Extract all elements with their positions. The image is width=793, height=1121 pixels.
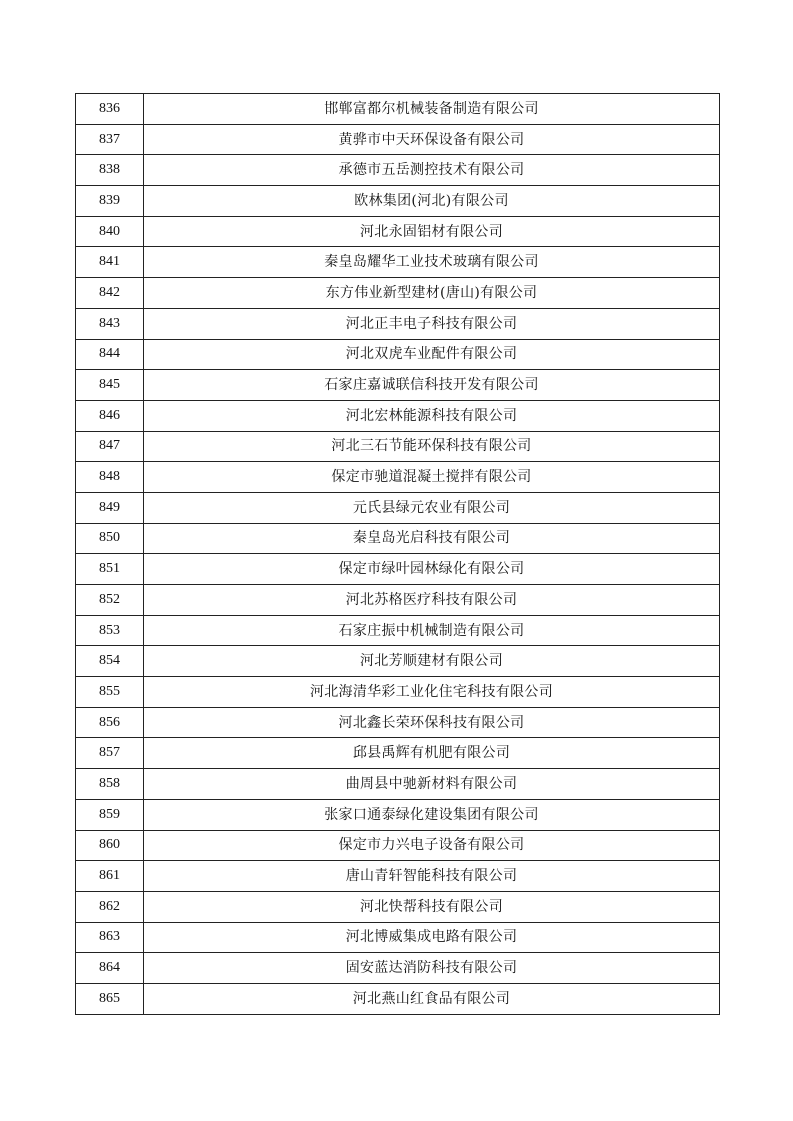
table-row <box>76 124 720 155</box>
company-name: 河北快帮科技有限公司 <box>144 891 720 922</box>
row-number: 840 <box>76 216 144 247</box>
table-row <box>76 891 720 922</box>
table-row <box>76 94 720 125</box>
company-name: 石家庄嘉诚联信科技开发有限公司 <box>144 370 720 401</box>
row-number: 856 <box>76 707 144 738</box>
table-row <box>76 646 720 677</box>
row-number: 841 <box>76 247 144 278</box>
row-number: 860 <box>76 830 144 861</box>
table-row <box>76 861 720 892</box>
table-row <box>76 308 720 339</box>
table-row <box>76 953 720 984</box>
row-number: 855 <box>76 677 144 708</box>
company-name: 河北燕山红食品有限公司 <box>144 983 720 1014</box>
row-number: 839 <box>76 186 144 217</box>
row-number: 846 <box>76 400 144 431</box>
row-number: 848 <box>76 462 144 493</box>
company-name: 保定市绿叶园林绿化有限公司 <box>144 554 720 585</box>
company-name: 邱县禹辉有机肥有限公司 <box>144 738 720 769</box>
company-name: 河北鑫长荣环保科技有限公司 <box>144 707 720 738</box>
company-name: 河北正丰电子科技有限公司 <box>144 308 720 339</box>
row-number: 852 <box>76 585 144 616</box>
company-name: 河北永固铝材有限公司 <box>144 216 720 247</box>
company-name: 河北宏林能源科技有限公司 <box>144 400 720 431</box>
company-name: 东方伟业新型建材(唐山)有限公司 <box>144 278 720 309</box>
table-row <box>76 216 720 247</box>
company-name: 固安蓝达消防科技有限公司 <box>144 953 720 984</box>
company-name: 元氏县绿元农业有限公司 <box>144 492 720 523</box>
company-name: 秦皇岛耀华工业技术玻璃有限公司 <box>144 247 720 278</box>
table-row <box>76 799 720 830</box>
company-name: 承德市五岳测控技术有限公司 <box>144 155 720 186</box>
table-row <box>76 400 720 431</box>
table-row <box>76 431 720 462</box>
table-row <box>76 554 720 585</box>
table-row <box>76 830 720 861</box>
table-row <box>76 738 720 769</box>
table-row <box>76 155 720 186</box>
table-row <box>76 186 720 217</box>
table-row <box>76 769 720 800</box>
company-name: 欧林集团(河北)有限公司 <box>144 186 720 217</box>
row-number: 853 <box>76 615 144 646</box>
company-name: 河北海清华彩工业化住宅科技有限公司 <box>144 677 720 708</box>
row-number: 861 <box>76 861 144 892</box>
company-name: 黄骅市中天环保设备有限公司 <box>144 124 720 155</box>
table-row <box>76 585 720 616</box>
table-row <box>76 983 720 1014</box>
table-row <box>76 339 720 370</box>
table-row <box>76 677 720 708</box>
company-list-body <box>76 94 720 1015</box>
company-name: 邯郸富都尔机械装备制造有限公司 <box>144 94 720 125</box>
row-number: 854 <box>76 646 144 677</box>
company-name: 保定市驰道混凝土搅拌有限公司 <box>144 462 720 493</box>
company-name: 秦皇岛光启科技有限公司 <box>144 523 720 554</box>
row-number: 858 <box>76 769 144 800</box>
row-number: 851 <box>76 554 144 585</box>
row-number: 838 <box>76 155 144 186</box>
row-number: 837 <box>76 124 144 155</box>
row-number: 862 <box>76 891 144 922</box>
row-number: 864 <box>76 953 144 984</box>
row-number: 850 <box>76 523 144 554</box>
row-number: 836 <box>76 94 144 125</box>
company-name: 河北三石节能环保科技有限公司 <box>144 431 720 462</box>
table-row <box>76 462 720 493</box>
row-number: 849 <box>76 492 144 523</box>
table-row <box>76 278 720 309</box>
table-row <box>76 615 720 646</box>
company-name: 唐山青轩智能科技有限公司 <box>144 861 720 892</box>
row-number: 843 <box>76 308 144 339</box>
row-number: 865 <box>76 983 144 1014</box>
company-name: 河北芳顺建材有限公司 <box>144 646 720 677</box>
row-number: 859 <box>76 799 144 830</box>
table-row <box>76 523 720 554</box>
table-row <box>76 492 720 523</box>
table-row <box>76 247 720 278</box>
company-name: 张家口通泰绿化建设集团有限公司 <box>144 799 720 830</box>
table-row <box>76 370 720 401</box>
row-number: 863 <box>76 922 144 953</box>
row-number: 842 <box>76 278 144 309</box>
row-number: 845 <box>76 370 144 401</box>
company-name: 河北双虎车业配件有限公司 <box>144 339 720 370</box>
company-name: 保定市力兴电子设备有限公司 <box>144 830 720 861</box>
company-name: 石家庄振中机械制造有限公司 <box>144 615 720 646</box>
row-number: 847 <box>76 431 144 462</box>
company-name: 曲周县中驰新材料有限公司 <box>144 769 720 800</box>
company-name: 河北博威集成电路有限公司 <box>144 922 720 953</box>
company-list-table <box>75 93 720 1015</box>
table-row <box>76 707 720 738</box>
row-number: 844 <box>76 339 144 370</box>
company-name: 河北苏格医疗科技有限公司 <box>144 585 720 616</box>
row-number: 857 <box>76 738 144 769</box>
table-row <box>76 922 720 953</box>
